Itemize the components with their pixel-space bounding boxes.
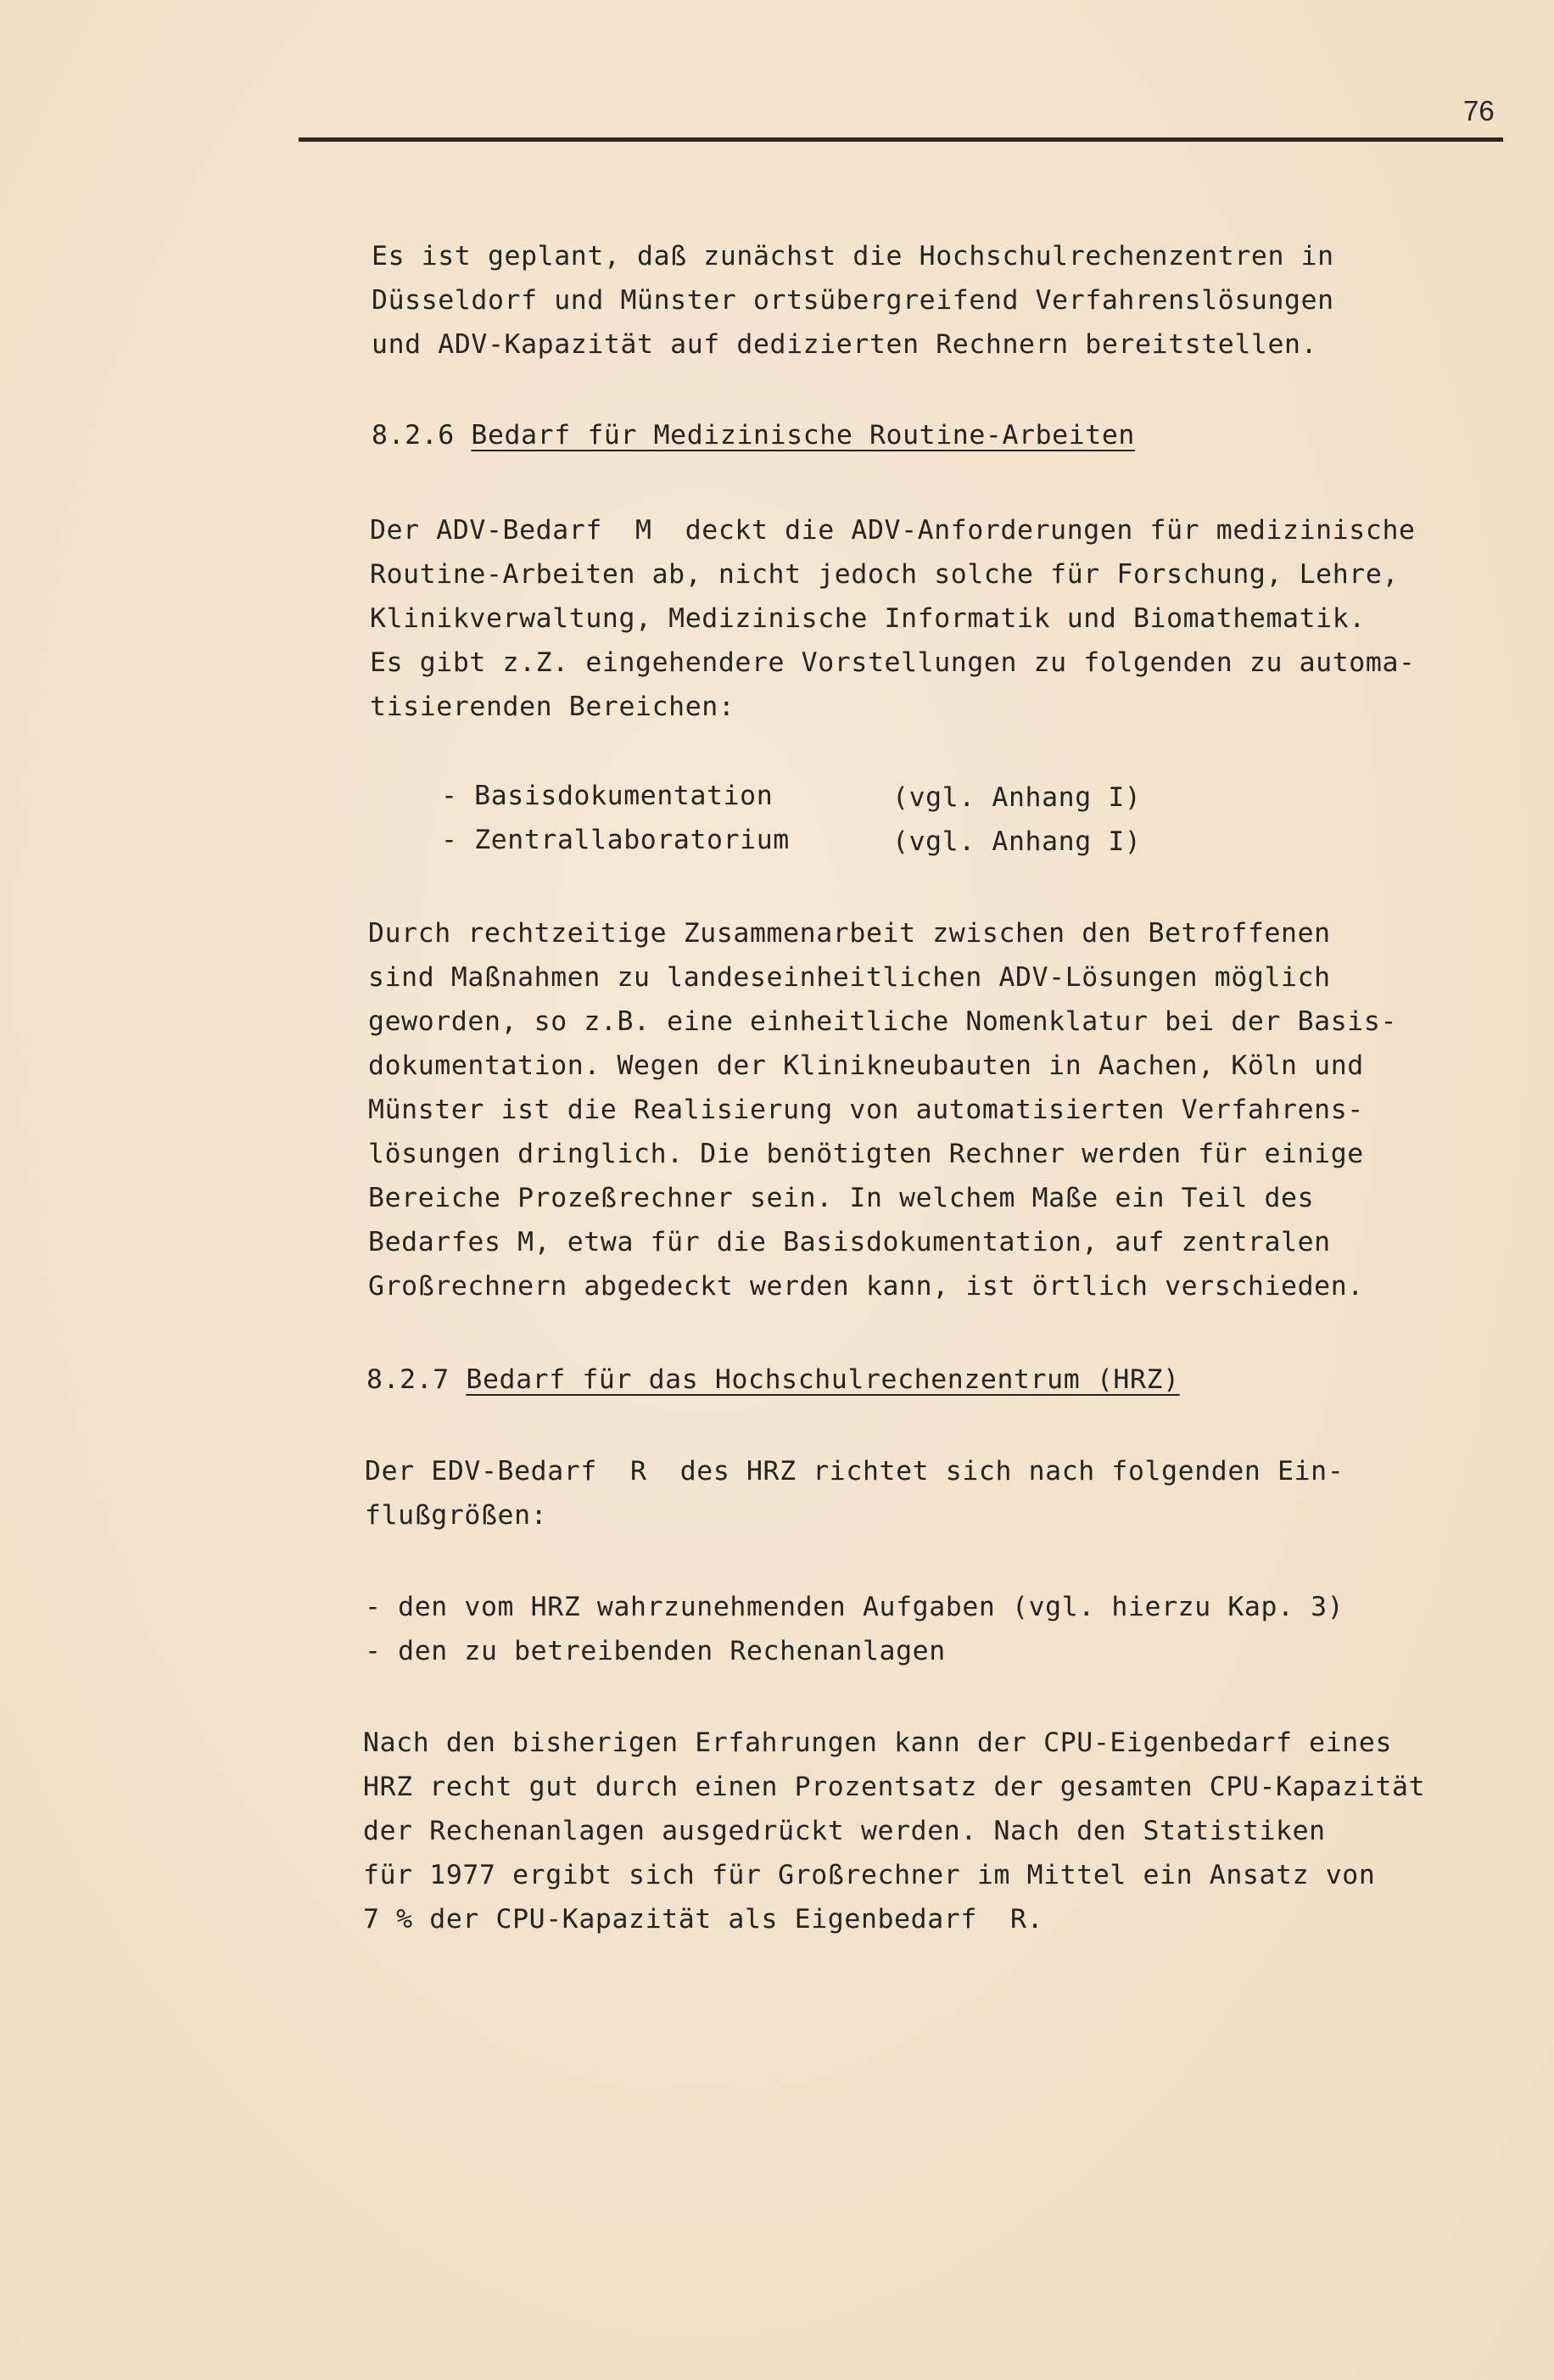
para5-line-1: Nach den bisherigen Erfahrungen kann der CPU-Eigenbedarf eines	[363, 1728, 1393, 1758]
section-827-title: Bedarf für das Hochschulrechenzentrum (HRZ)	[466, 1364, 1180, 1395]
para2-line-4: Es gibt z.Z. eingehendere Vorstellungen zu folgenden zu automa-	[370, 647, 1416, 678]
para3-line-5: Münster ist die Realisierung von automatisierten Verfahrens-	[368, 1095, 1364, 1125]
para3-line-7: Bereiche Prozeßrechner sein. In welchem Maße ein Teil des	[368, 1183, 1315, 1213]
para2-line-3: Klinikverwaltung, Medizinische Informatik und Biomathematik.	[370, 603, 1366, 634]
section-827-heading	[366, 1364, 1180, 1395]
para4-line-2: flußgrößen:	[365, 1500, 548, 1531]
list1-item-1: - Basisdokumentation	[441, 781, 774, 811]
para3-line-2: sind Maßnahmen zu landeseinheitlichen ADV-Lösungen möglich	[368, 962, 1331, 993]
para3-line-4: dokumentation. Wegen der Klinikneubauten in Aachen, Köln und	[368, 1050, 1364, 1081]
para5-line-4: für 1977 ergibt sich für Großrechner im Mittel ein Ansatz von	[363, 1860, 1376, 1890]
para3-line-3: geworden, so z.B. eine einheitliche Nomenklatur bei der Basis-	[368, 1006, 1398, 1037]
section-826-number: 8.2.6	[372, 420, 455, 451]
section-826-heading	[372, 420, 1135, 451]
list1-ref-1: (vgl. Anhang I)	[892, 782, 1142, 813]
para3-line-6: lösungen dringlich. Die benötigten Rechner werden für einige	[368, 1139, 1364, 1169]
list1-item-2: - Zentrallaboratorium	[441, 825, 790, 855]
para2-line-1: Der ADV-Bedarf M deckt die ADV-Anforderungen für medizinische	[370, 515, 1416, 546]
section-826-title: Bedarf für Medizinische Routine-Arbeiten	[471, 420, 1135, 451]
header-rule	[299, 137, 1503, 142]
list1-ref-2: (vgl. Anhang I)	[892, 826, 1142, 857]
para1-line-1: Es ist geplant, daß zunächst die Hochschulrechenzentren in	[372, 241, 1334, 272]
list2-item-1: - den vom HRZ wahrzunehmenden Aufgaben (vgl. hierzu Kap. 3)	[365, 1592, 1344, 1622]
para5-line-5: 7 % der CPU-Kapazität als Eigenbedarf R.	[363, 1904, 1044, 1935]
para5-line-3: der Rechenanlagen ausgedrückt werden. Nach den Statistiken	[363, 1816, 1326, 1846]
para3-line-1: Durch rechtzeitige Zusammenarbeit zwischen den Betroffenen	[368, 918, 1331, 949]
para4-line-1: Der EDV-Bedarf R des HRZ richtet sich nach folgenden Ein-	[365, 1456, 1344, 1487]
para2-line-5: tisierenden Bereichen:	[370, 692, 735, 722]
para5-line-2: HRZ recht gut durch einen Prozentsatz der gesamten CPU-Kapazität	[363, 1772, 1426, 1802]
page-number: 76	[1463, 95, 1495, 126]
para3-line-8: Bedarfes M, etwa für die Basisdokumentation, auf zentralen	[368, 1227, 1331, 1257]
para1-line-3: und ADV-Kapazität auf dedizierten Rechnern bereitstellen.	[372, 329, 1318, 360]
para3-line-9: Großrechnern abgedeckt werden kann, ist örtlich verschieden.	[368, 1271, 1364, 1302]
para2-line-2: Routine-Arbeiten ab, nicht jedoch solche für Forschung, Lehre,	[370, 559, 1400, 590]
section-827-number: 8.2.7	[366, 1364, 450, 1395]
para1-line-2: Düsseldorf und Münster ortsübergreifend Verfahrenslösungen	[372, 285, 1334, 316]
list2-item-2: - den zu betreibenden Rechenanlagen	[365, 1636, 946, 1666]
